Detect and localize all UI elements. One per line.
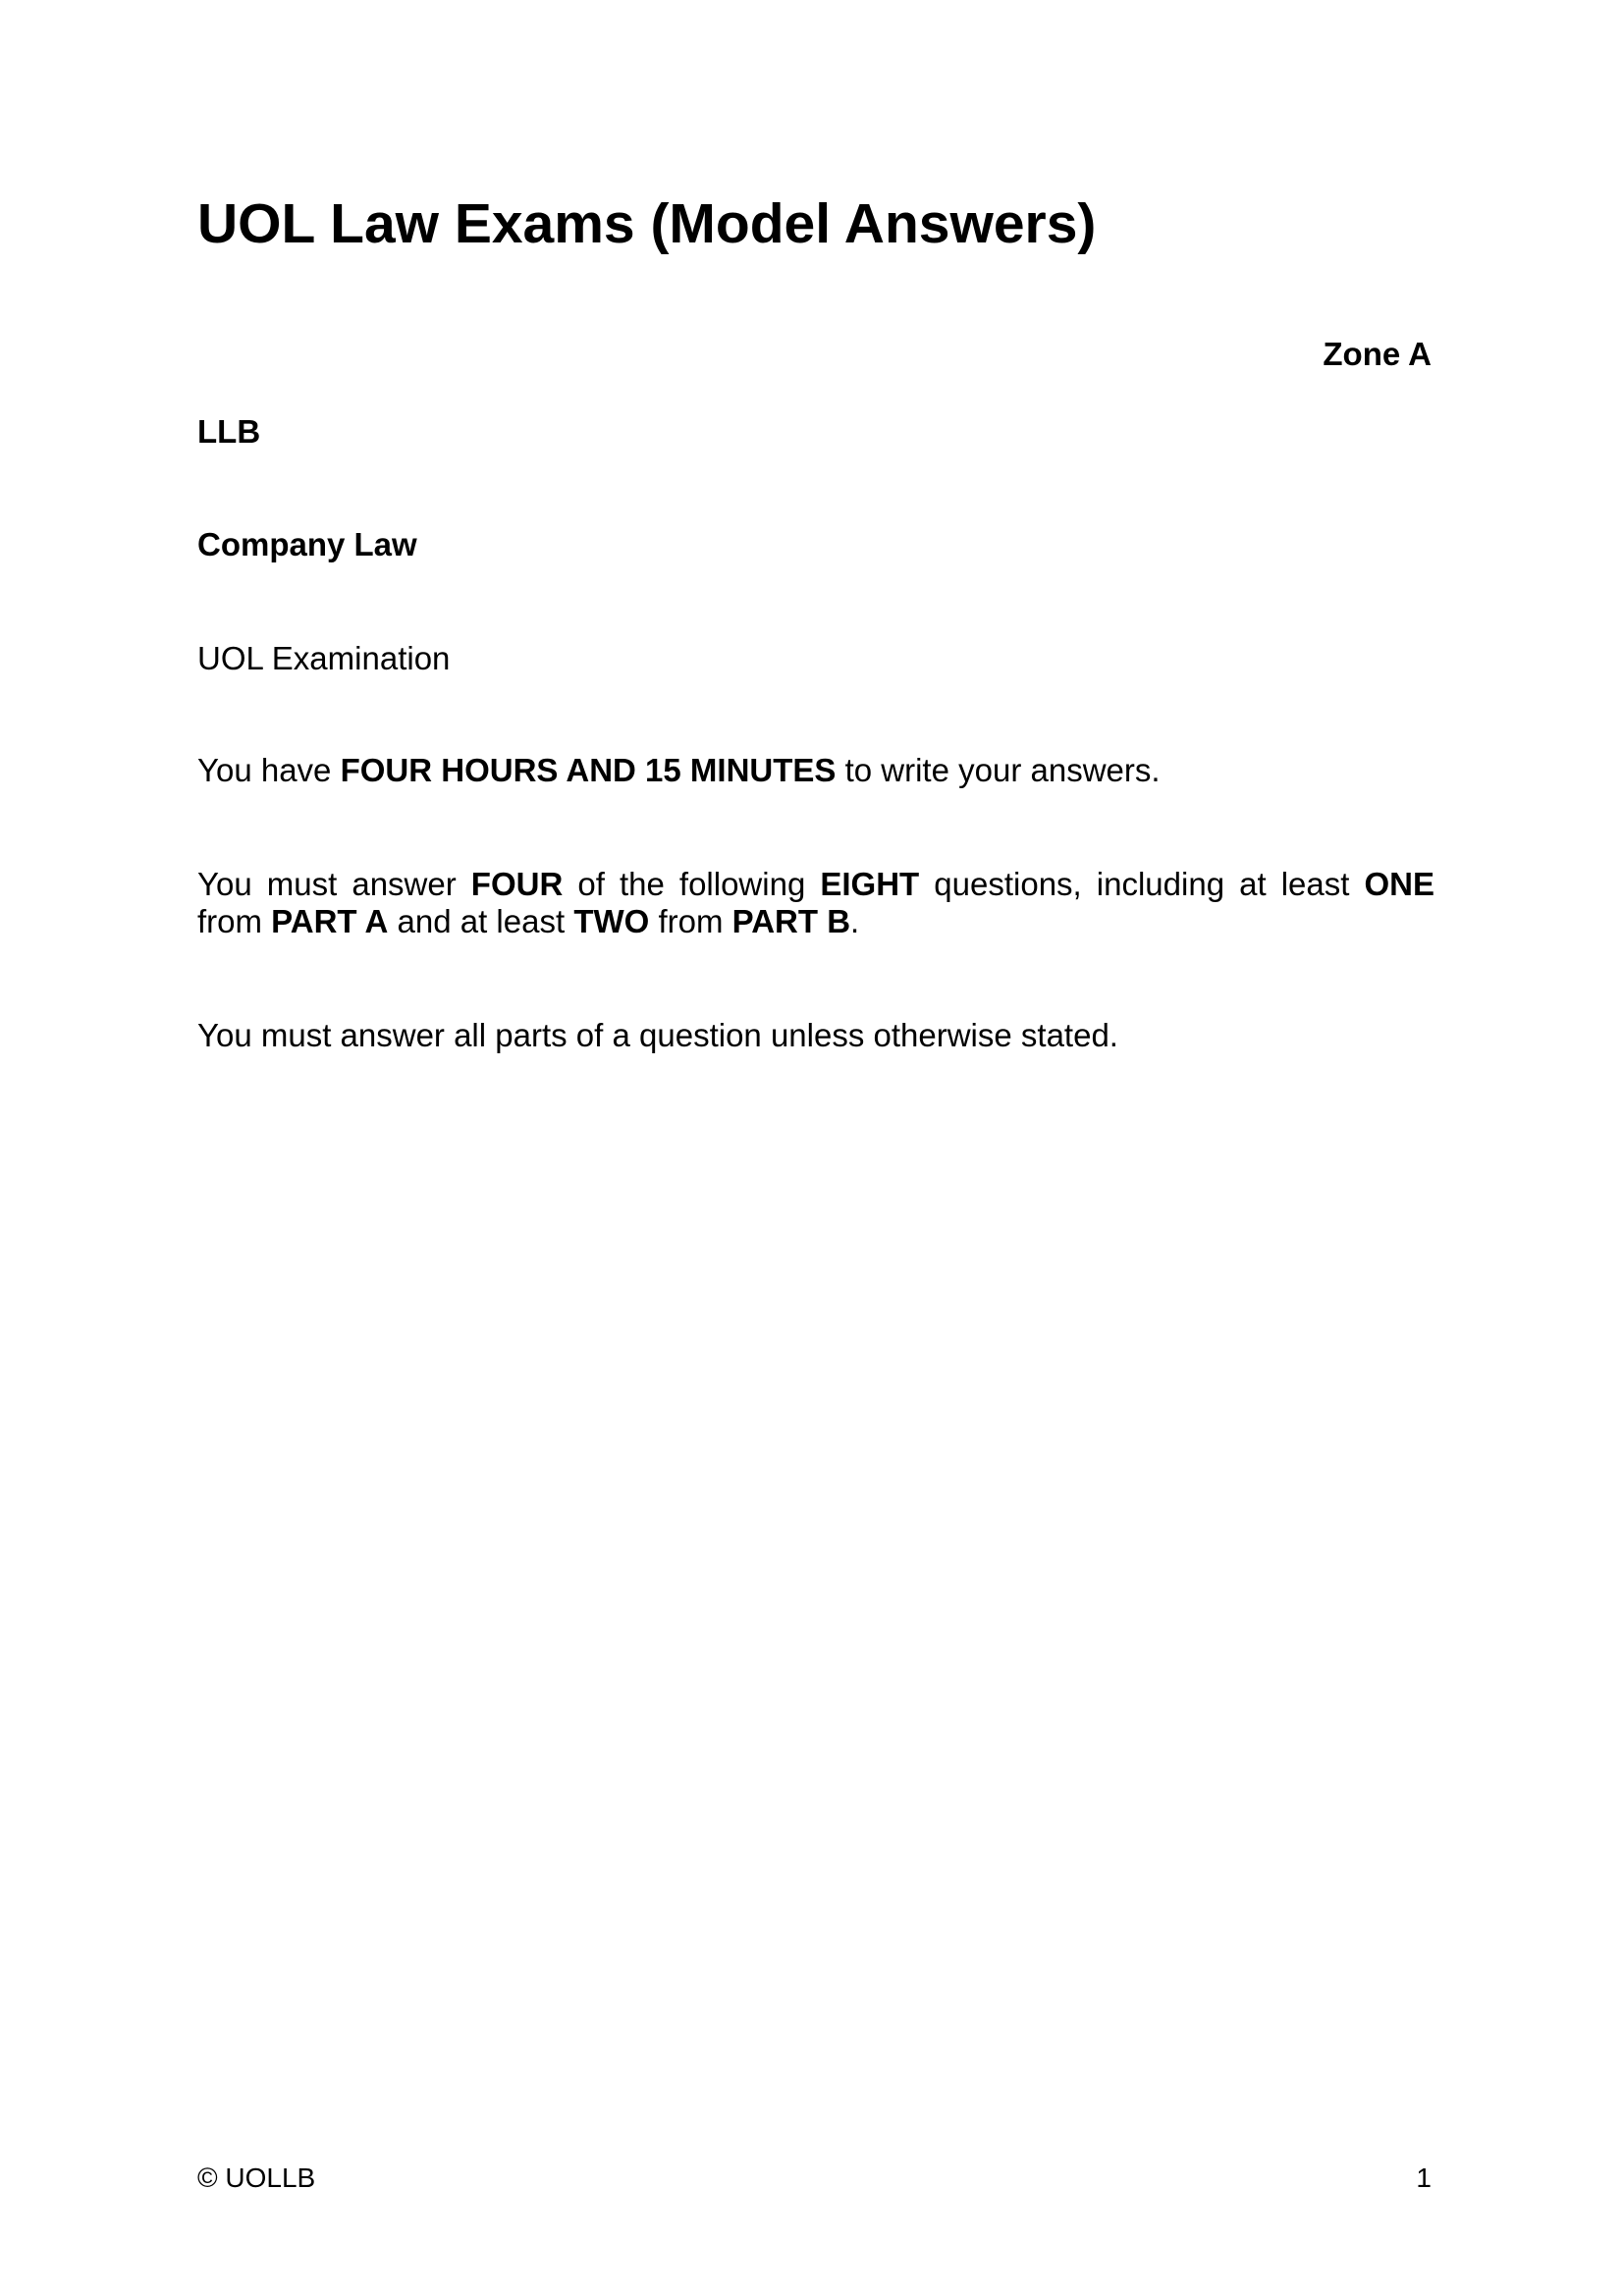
instruction-emphasis: ONE bbox=[1364, 866, 1434, 902]
footer-page-number: 1 bbox=[1416, 2163, 1432, 2193]
subject-label: Company Law bbox=[197, 526, 417, 562]
instruction-text: questions, including at least bbox=[919, 866, 1365, 902]
time-instruction bbox=[197, 752, 1434, 789]
zone-label: Zone A bbox=[1323, 336, 1432, 372]
exam-label: UOL Examination bbox=[197, 640, 451, 676]
instruction-text: and at least bbox=[388, 903, 574, 939]
time-emphasis: FOUR HOURS AND 15 MINUTES bbox=[340, 752, 837, 788]
document-title: UOL Law Exams (Model Answers) bbox=[197, 192, 1097, 255]
time-prefix: You have bbox=[197, 752, 341, 788]
instruction-text: You must answer bbox=[197, 866, 471, 902]
footer-copyright: © UOLLB bbox=[197, 2163, 316, 2193]
instruction-text: of the following bbox=[563, 866, 821, 902]
instruction-emphasis: FOUR bbox=[470, 866, 564, 902]
time-suffix: to write your answers. bbox=[836, 752, 1161, 788]
instruction-text: from bbox=[197, 903, 272, 939]
all-parts-instruction: You must answer all parts of a question unless otherwise stated. bbox=[197, 1017, 1118, 1053]
instruction-text: from bbox=[649, 903, 732, 939]
instruction-emphasis: TWO bbox=[573, 903, 650, 939]
degree-label: LLB bbox=[197, 413, 261, 450]
answer-count-instruction bbox=[197, 866, 1434, 940]
instruction-emphasis: PART A bbox=[271, 903, 389, 939]
instruction-emphasis: PART B bbox=[731, 903, 851, 939]
instruction-text: . bbox=[850, 903, 860, 939]
instruction-emphasis: EIGHT bbox=[820, 866, 920, 902]
